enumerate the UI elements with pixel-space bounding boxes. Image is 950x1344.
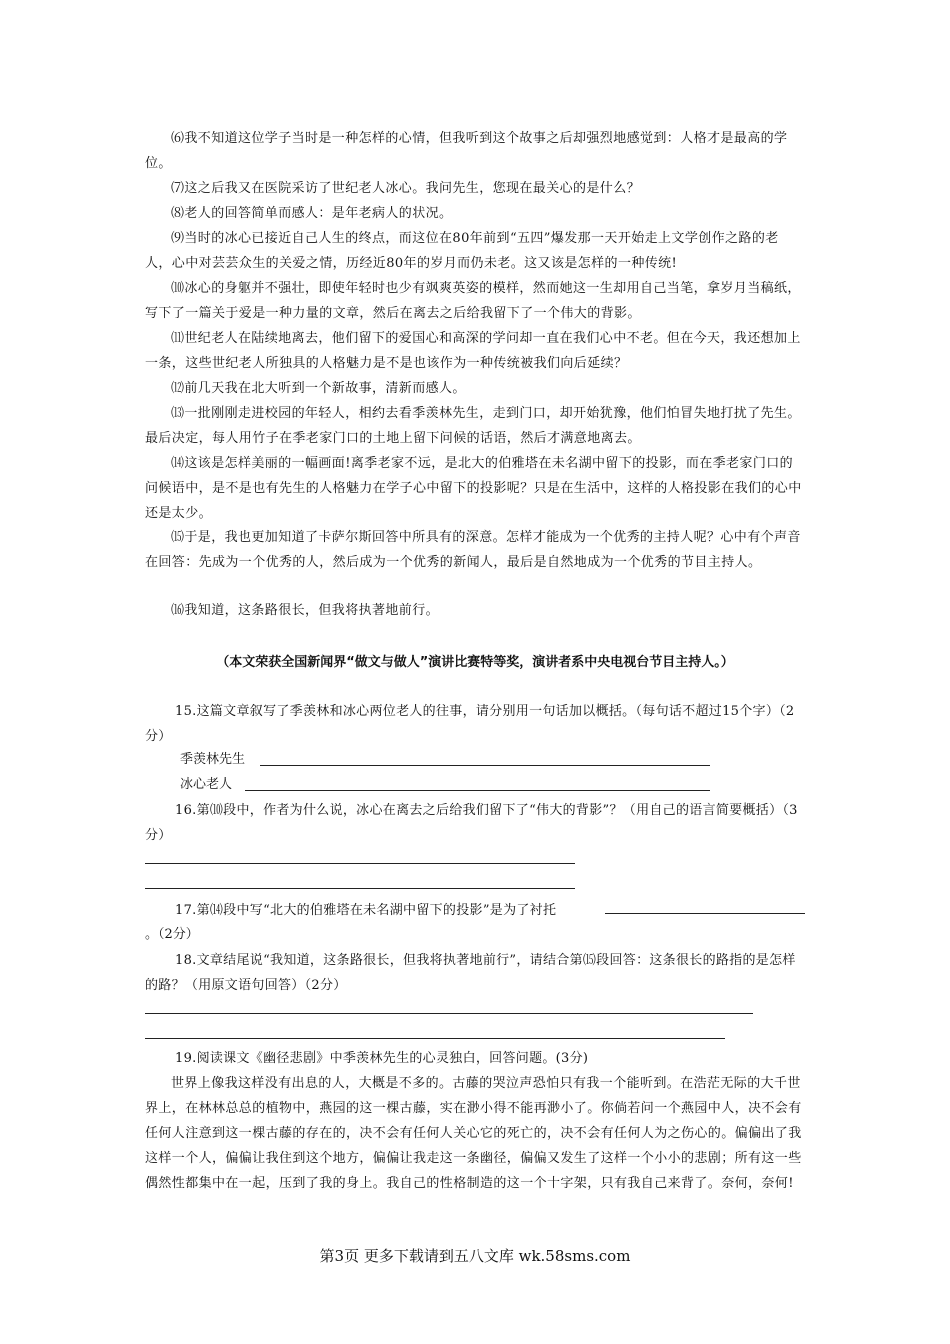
q16-answer-line-2[interactable]	[145, 888, 575, 889]
award-note: （本文荣获全国新闻界“做文与做人”演讲比赛特等奖，演讲者系中央电视台节目主持人。）	[216, 655, 734, 670]
paragraph-7: ⑺这之后我又在医院采访了世纪老人冰心。我问先生，您现在最关心的是什么？	[171, 181, 641, 196]
paragraph-13: ⒀一批刚刚走进校园的年轻人，相约去看季羡林先生，走到门口，却开始犹豫，他们怕冒失地打扰了先生。最后决定，每人用竹子在季老家门口的土地上留下问候的话语，然后才满意地离去。	[145, 406, 801, 446]
q17-answer-line[interactable]	[605, 913, 805, 914]
paragraph-12: ⑿前几天我在北大听到一个新故事，清新而感人。	[171, 381, 466, 396]
q16-answer-line-1[interactable]	[145, 863, 575, 864]
q15-answer-line-ji[interactable]	[260, 765, 710, 766]
question-15: 15.这篇文章叙写了季羡林和冰心两位老人的往事，请分别用一句话加以概括。（每句话不超过15个字）（2分）	[145, 704, 795, 744]
paragraph-16: ⒃我知道，这条路很长，但我将执著地前行。	[171, 603, 440, 618]
question-18: 18.文章结尾说“我知道，这条路很长，但我将执著地前行”，请结合第⒂段回答：这条很长的路指的是怎样的路？（用原文语句回答）（2分）	[145, 953, 796, 993]
q18-answer-line-1[interactable]	[145, 1013, 753, 1014]
q15-label-ji: 季羡林先生	[180, 752, 246, 767]
paragraph-9: ⑼当时的冰心已接近自己人生的终点，而这位在80年前到“五四”爆发那一天开始走上文学创作之路的老人，心中对芸芸众生的关爱之情，历经近80年的岁月而仍未老。这又该是怎样的一种传统!	[145, 231, 779, 271]
q15-answer-line-bing[interactable]	[245, 790, 710, 791]
paragraph-14: ⒁这该是怎样美丽的一幅画面!离季老家不远，是北大的伯雅塔在未名湖中留下的投影，而在季老家门口的问候语中，是不是也有先生的人格魅力在学子心中留下的投影呢？只是在生活中，这样的人格投影在我们的心中还是太少。	[145, 456, 802, 521]
question-17-tail: 。（2分）	[145, 927, 199, 942]
page-footer: 第3页 更多下载请到五八文库 wk.58sms.com	[319, 1247, 631, 1265]
paragraph-8: ⑻老人的回答简单而感人：是年老病人的状况。	[171, 206, 453, 221]
question-19-passage: 世界上像我这样没有出息的人，大概是不多的。古藤的哭泣声恐怕只有我一个能听到。在浩茫无际的大千世界上，在林林总总的植物中，燕园的这一棵古藤，实在渺小得不能再渺小了。你倘若问一个燕园中人，决不会有任何人注意到这一棵古藤的存在的，决不会有任何人关心它的死亡的，决不会有任何人为之伤心的。偏偏出了我这样一个人，偏偏让我住到这个地方，偏偏让我走这一条幽径，偏偏又发生了这样一个小小的悲剧；所有这一些偶然性都集中在一起，压到了我的身上。我自己的性格制造的这一个十字架，只有我自己来背了。奈何，奈何!	[145, 1076, 802, 1191]
question-19: 19.阅读课文《幽径悲剧》中季羡林先生的心灵独白，回答问题。(3分)	[175, 1051, 589, 1066]
paragraph-11: ⑾世纪老人在陆续地离去，他们留下的爱国心和高深的学问却一直在我们心中不老。但在今天，我还想加上一条，这些世纪老人所独具的人格魅力是不是也该作为一种传统被我们向后延续？	[145, 331, 801, 371]
question-17: 17.第⒁段中写“北大的伯雅塔在未名湖中留下的投影”是为了衬托	[175, 903, 557, 918]
q18-answer-line-2[interactable]	[145, 1038, 725, 1039]
question-16: 16.第⑽段中，作者为什么说，冰心在离去之后给我们留下了“伟大的背影”？（用自己的语言简要概括）（3分）	[145, 803, 798, 843]
q15-label-bing: 冰心老人	[180, 777, 233, 792]
paragraph-15: ⒂于是，我也更加知道了卡萨尔斯回答中所具有的深意。怎样才能成为一个优秀的主持人呢？心中有个声音在回答：先成为一个优秀的人，然后成为一个优秀的新闻人，最后是自然地成为一个优秀的节目主持人。	[145, 530, 801, 570]
paragraph-6: ⑹我不知道这位学子当时是一种怎样的心情，但我听到这个故事之后却强烈地感觉到：人格才是最高的学位。	[145, 131, 788, 171]
paragraph-10: ⑽冰心的身躯并不强壮，即使年轻时也少有飒爽英姿的模样，然而她这一生却用自己当笔，拿岁月当稿纸，写下了一篇关于爱是一种力量的文章，然后在离去之后给我留下了一个伟大的背影。	[145, 281, 801, 321]
